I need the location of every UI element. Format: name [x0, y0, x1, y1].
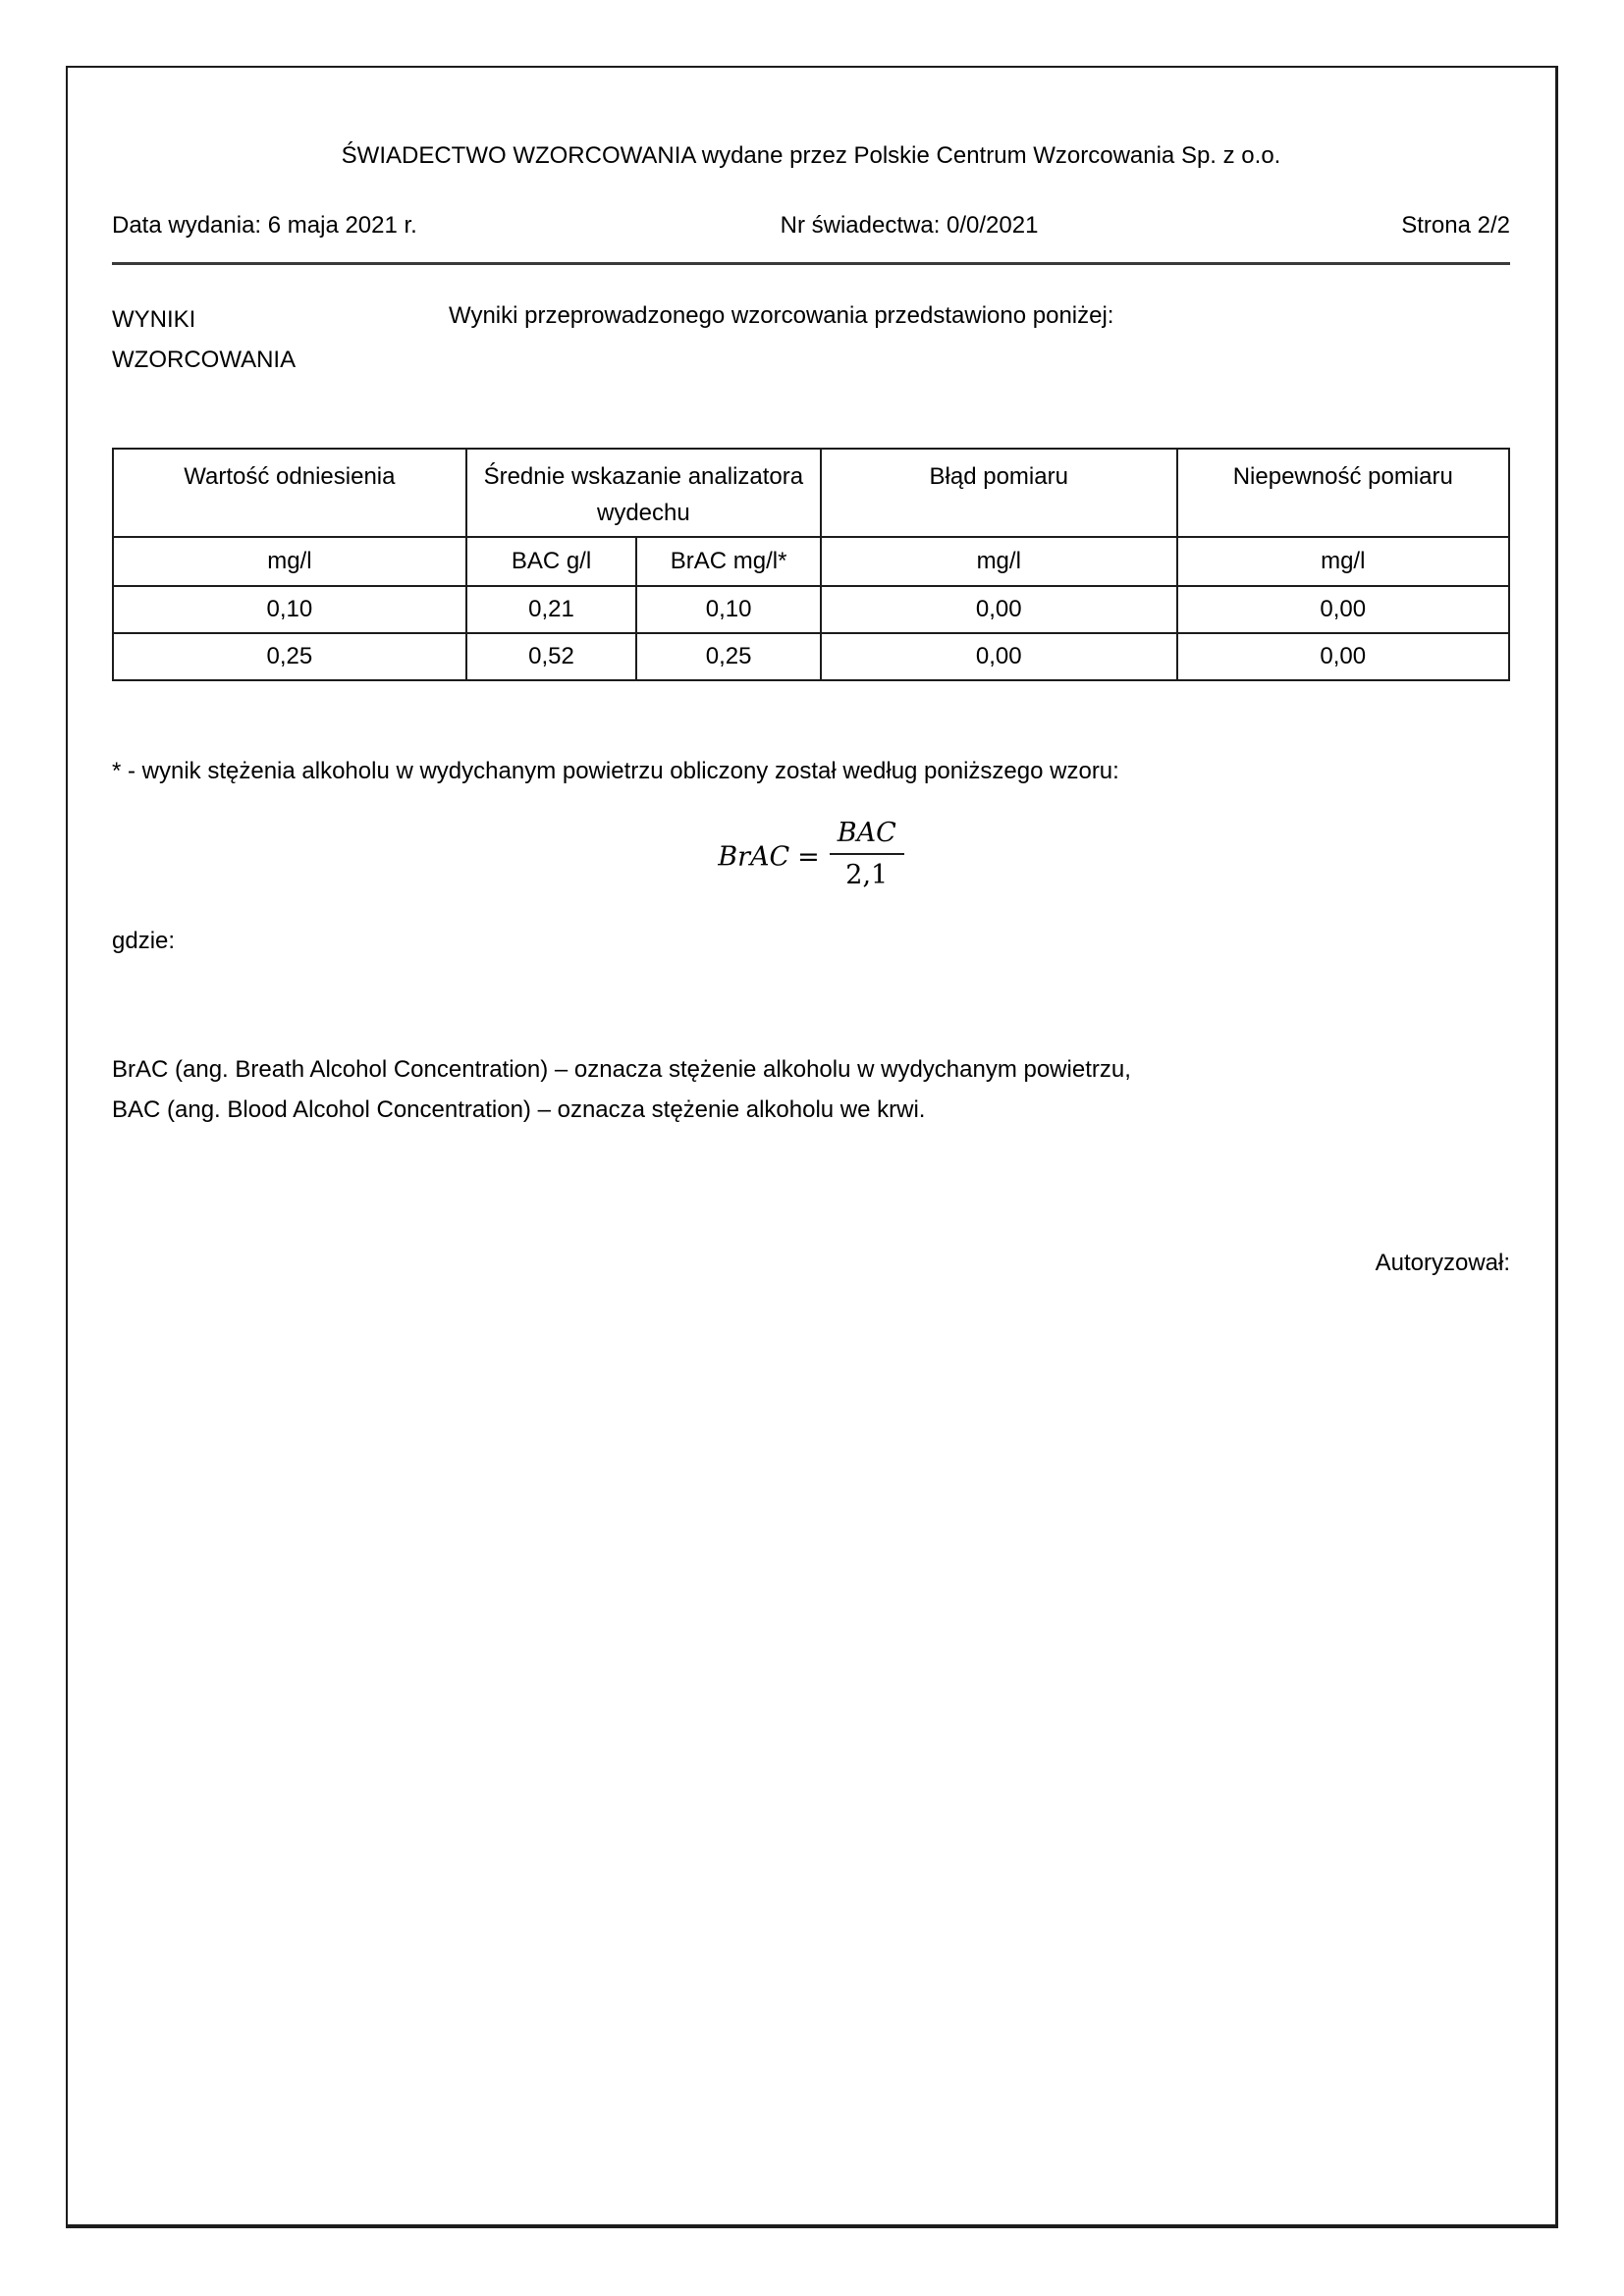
- abbreviation-definitions: [112, 1049, 1510, 1131]
- unit-cell: BrAC mg/l*: [636, 537, 821, 586]
- value-cell: 0,00: [821, 633, 1177, 680]
- results-heading-label: WYNIKI WZORCOWANIA: [112, 306, 297, 374]
- issue-date: Data wydania: 6 maja 2021 r.: [112, 212, 417, 240]
- calibration-results-table: [112, 448, 1510, 681]
- fraction: [830, 816, 904, 892]
- header-divider: [112, 262, 1510, 265]
- document-title: ŚWIADECTWO WZORCOWANIA wydane przez Polskie Centrum Wzorcowania Sp. z o.o.: [341, 142, 1281, 169]
- header-cell-measurement-uncertainty: Niepewność pomiaru: [1177, 449, 1509, 537]
- value-cell: 0,10: [636, 586, 821, 633]
- results-heading: [112, 300, 449, 381]
- results-section: [112, 300, 1510, 381]
- header-cell-reference-value: Wartość odniesienia: [113, 449, 466, 537]
- value-cell: 0,00: [1177, 633, 1509, 680]
- value-cell: 0,52: [466, 633, 636, 680]
- fraction-numerator: BAC: [830, 816, 904, 855]
- value-cell: 0,25: [636, 633, 821, 680]
- asterisk-footnote: * - wynik stężenia alkoholu w wydychanym powietrzu obliczony został według poniższego wzoru:: [112, 757, 1119, 784]
- where-label: gdzie:: [112, 928, 176, 955]
- equals-sign: =: [797, 841, 820, 873]
- value-cell: 0,10: [113, 586, 466, 633]
- fraction-denominator: 2,1: [845, 860, 889, 891]
- value-cell: 0,21: [466, 586, 636, 633]
- results-intro-text: Wyniki przeprowadzonego wzorcowania przedstawiono poniżej:: [449, 302, 1114, 330]
- value-cell: 0,25: [113, 633, 466, 680]
- unit-cell: mg/l: [1177, 537, 1509, 586]
- formula-lhs: BrAC: [718, 841, 790, 873]
- unit-cell: BAC g/l: [466, 537, 636, 586]
- table-row: [113, 586, 1509, 633]
- unit-cell: mg/l: [113, 537, 466, 586]
- authorized-by-label: Autoryzował:: [1375, 1250, 1510, 1277]
- table-row: [113, 633, 1509, 680]
- value-cell: 0,00: [1177, 586, 1509, 633]
- bac-definition: BAC (ang. Blood Alcohol Concentration) – oznacza stężenie alkoholu we krwi.: [112, 1095, 926, 1123]
- brac-definition: BrAC (ang. Breath Alcohol Concentration) – oznacza stężenie alkoholu w wydychanym powietrzu,: [112, 1055, 1131, 1083]
- page-number: Strona 2/2: [1401, 212, 1510, 240]
- header-cell-measurement-error: Błąd pomiaru: [821, 449, 1177, 537]
- header-cell-mean-indication: Średnie wskazanie analizatora wydechu: [466, 449, 821, 537]
- unit-cell: mg/l: [821, 537, 1177, 586]
- table-header-row-1: [113, 449, 1509, 537]
- certificate-page-frame: [66, 66, 1558, 2228]
- certificate-content: [68, 140, 1555, 1278]
- brac-formula: [112, 820, 1510, 896]
- certificate-number: Nr świadectwa: 0/0/2021: [780, 212, 1039, 240]
- value-cell: 0,00: [821, 586, 1177, 633]
- header-meta-row: [112, 210, 1510, 240]
- table-header-row-2: [113, 537, 1509, 586]
